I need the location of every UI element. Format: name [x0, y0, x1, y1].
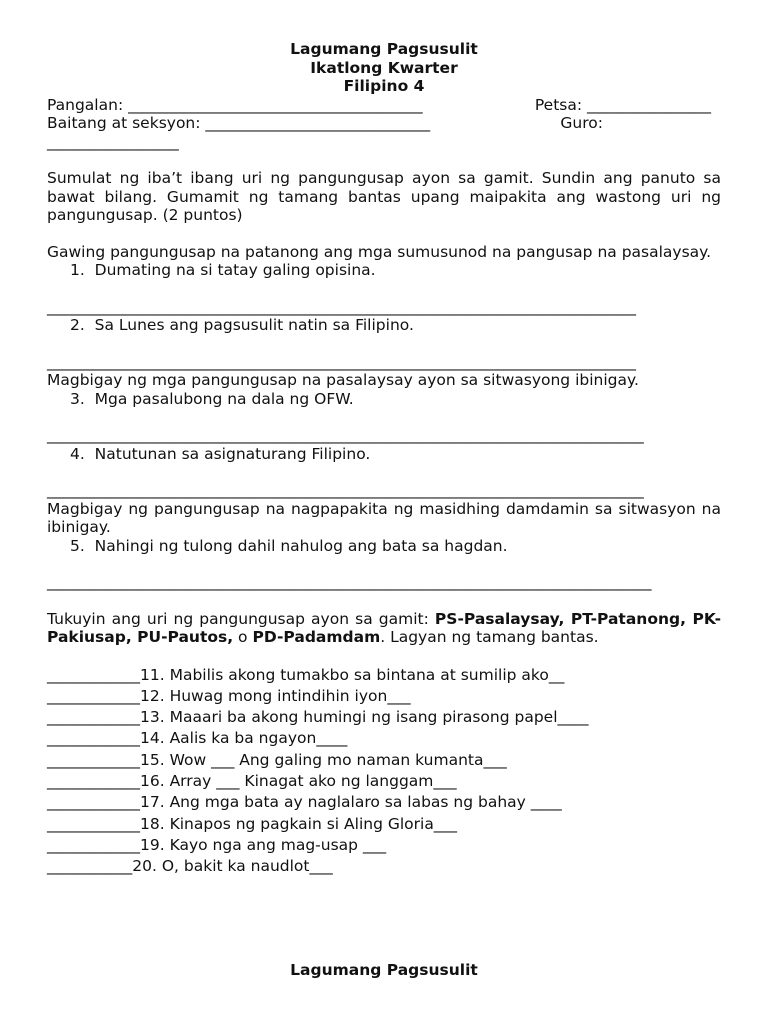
identify-instructions [47, 610, 721, 647]
teacher-label: Guro: [560, 114, 603, 132]
quiz-item[interactable]: ____________16. Array ___ Kinagat ako ng langgam___ [47, 771, 457, 790]
part-a-instructions: Gawing pangungusap na patanong ang mga sumusunod na pangusap na pasalaysay. [47, 242, 712, 261]
answer-line-1[interactable]: ____________________________________________________________________________ [47, 297, 636, 316]
answer-line-3[interactable]: _____________________________________________________________________________ [47, 426, 644, 444]
quiz-item[interactable]: ____________14. Aalis ka ba ngayon____ [47, 729, 348, 748]
quarter-title: Ikatlong Kwarter [310, 58, 458, 77]
teacher-field[interactable]: _________________ [47, 132, 179, 151]
name-date-row [47, 96, 721, 115]
name-field[interactable]: Pangalan: ______________________________________ [47, 95, 423, 114]
worksheet-page [47, 40, 721, 877]
quiz-item[interactable]: ____________11. Mabilis akong tumakbo sa bintana at sumilip ako__ [47, 665, 565, 684]
sentence-type-codes-1: PS-Pasalaysay, PT-Patanong, PK-Pakiusap, PU-Pautos, [47, 609, 721, 646]
identify-quiz-list [47, 665, 721, 878]
main-instructions: Sumulat ng iba’t ibang uri ng pangungusap ayon sa gamit. Sundin ang panuto sa bawat bilang. Gumamit ng tamang bantas upang maipakita ang wastong uri ng pangungusap. (2 puntos) [47, 169, 721, 224]
identify-intro-3: . Lagyan ng tamang bantas. [380, 628, 599, 646]
quiz-item[interactable]: ____________13. Maaari ba akong humingi ng isang pirasong papel____ [47, 708, 589, 727]
answer-line-2[interactable]: ____________________________________________________________________________ [47, 352, 636, 371]
quiz-item[interactable]: ____________19. Kayo nga ang mag-usap ___ [47, 835, 387, 854]
page-title: Lagumang Pagsusulit [290, 40, 478, 58]
quiz-item[interactable]: ____________15. Wow ___ Ang galing mo naman kumanta___ [47, 750, 507, 769]
sentence-type-codes-2: PD-Padamdam [252, 628, 381, 646]
part-b-instructions: Magbigay ng mga pangungusap na pasalaysay ayon sa sitwasyong ibinigay. [47, 371, 639, 389]
quiz-item[interactable]: ____________18. Kinapos ng pagkain si Aling Gloria___ [47, 814, 458, 833]
section-field[interactable]: Baitang at seksyon: _____________________________ [47, 114, 431, 132]
question-item-1: 1. Dumating na si tatay galing opisina. [70, 261, 376, 279]
quiz-item[interactable]: ___________20. O, bakit ka naudlot___ [47, 857, 333, 876]
identify-intro-1: Tukuyin ang uri ng pangungusap ayon sa gamit: [47, 609, 435, 628]
question-item-5: 5. Nahingi ng tulong dahil nahulog ang bata sa hagdan. [70, 536, 508, 555]
quiz-item[interactable]: ____________12. Huwag mong intindihin iyon___ [47, 686, 411, 705]
answer-line-4[interactable]: _____________________________________________________________________________ [47, 481, 644, 499]
question-item-2: 2. Sa Lunes ang pagsusulit natin sa Filipino. [70, 316, 414, 334]
subject-title: Filipino 4 [343, 77, 425, 95]
quiz-item[interactable]: ____________17. Ang mga bata ay naglalaro sa labas ng bahay ____ [47, 793, 562, 812]
next-page-title: Lagumang Pagsusulit [290, 961, 478, 979]
part-c-instructions: Magbigay ng pangungusap na nagpapakita ng masidhing damdamin sa sitwasyon na ibinigay. [47, 499, 721, 536]
question-item-4: 4. Natutunan sa asignaturang Filipino. [70, 444, 371, 463]
identify-intro-2: o [233, 628, 253, 646]
date-field[interactable]: Petsa: ________________ [534, 95, 711, 114]
section-teacher-row [47, 114, 721, 133]
question-item-3: 3. Mga pasalubong na dala ng OFW. [70, 389, 354, 408]
answer-line-5[interactable]: ______________________________________________________________________________ [47, 573, 652, 591]
